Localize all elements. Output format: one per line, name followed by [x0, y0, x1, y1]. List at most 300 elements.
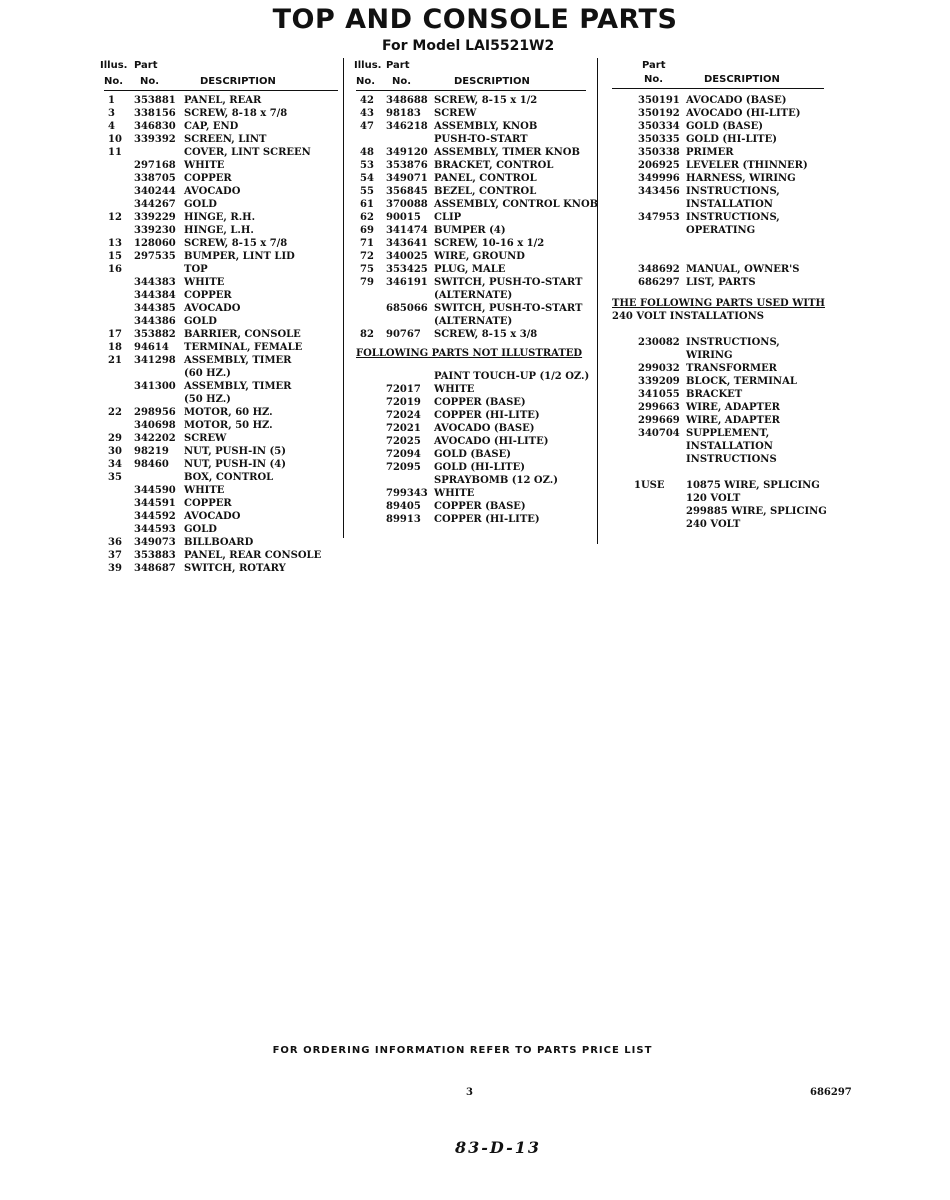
header-illus: Illus. — [354, 60, 382, 71]
illus-number: 43 — [360, 108, 374, 119]
description: AVOCADO — [184, 303, 241, 314]
handwritten-code: 83-D-13 — [455, 1138, 541, 1157]
table-row — [104, 120, 338, 133]
part-number: 349996 — [638, 173, 680, 184]
part-number: 339230 — [134, 225, 176, 236]
description: SCREW — [434, 108, 477, 119]
illus-number: 47 — [360, 121, 374, 132]
table-row — [612, 427, 824, 440]
description: SUPPLEMENT, — [686, 428, 770, 439]
table-row — [104, 406, 338, 419]
table-row — [356, 198, 599, 211]
table-row — [104, 432, 338, 445]
part-number: 339229 — [134, 212, 176, 223]
header-description: DESCRIPTION — [200, 76, 276, 87]
part-number: 339209 — [638, 376, 680, 387]
table-row — [104, 328, 338, 341]
description: INSTALLATION — [686, 199, 773, 210]
table-row — [104, 133, 338, 146]
voltage-note — [612, 297, 824, 323]
description: BRACKET, CONTROL — [434, 160, 554, 171]
table-row — [612, 172, 824, 185]
table-row — [104, 172, 338, 185]
illus-number: 37 — [108, 550, 122, 561]
parts-column-2 — [354, 58, 599, 525]
parts-list — [104, 94, 338, 575]
header-part: Part — [134, 60, 158, 71]
illus-number: 82 — [360, 329, 374, 340]
table-row — [104, 510, 338, 523]
table-row — [356, 328, 586, 341]
table-row — [356, 370, 590, 383]
description: PLUG, MALE — [434, 264, 506, 275]
table-row — [356, 237, 586, 250]
part-number: 339392 — [134, 134, 176, 145]
note-line-2: 240 VOLT INSTALLATIONS — [612, 311, 764, 322]
note-line-1: THE FOLLOWING PARTS USED WITH — [612, 298, 825, 309]
description: SWITCH, PUSH-TO-START — [434, 303, 583, 314]
description: SCREW, 10-16 x 1/2 — [434, 238, 545, 249]
part-number: 344385 — [134, 303, 176, 314]
part-number: 344386 — [134, 316, 176, 327]
parts-list — [612, 94, 827, 531]
description: WHITE — [434, 488, 475, 499]
description: AVOCADO (BASE) — [686, 95, 787, 106]
table-row — [356, 263, 586, 276]
table-row — [104, 458, 338, 471]
illus-number: 48 — [360, 147, 374, 158]
document-number: 686297 — [810, 1087, 852, 1098]
description: SCREW, 8-15 x 3/8 — [434, 329, 538, 340]
table-row — [104, 159, 338, 172]
description: GOLD (HI-LITE) — [434, 462, 525, 473]
table-row — [612, 107, 824, 120]
part-number: 344383 — [134, 277, 176, 288]
description: BILLBOARD — [184, 537, 254, 548]
table-row — [104, 146, 338, 159]
description: GOLD (BASE) — [434, 449, 511, 460]
part-number: 348687 — [134, 563, 176, 574]
table-row — [356, 474, 586, 487]
parts-column-3 — [612, 58, 827, 530]
table-row — [104, 393, 338, 406]
table-row — [356, 133, 586, 146]
part-number: 72017 — [386, 384, 421, 395]
table-row — [356, 435, 586, 448]
description: AVOCADO (BASE) — [434, 423, 535, 434]
description: 299885 WIRE, SPLICING — [686, 506, 827, 517]
table-row — [104, 250, 338, 263]
description: ASSEMBLY, TIMER — [184, 355, 292, 366]
table-row — [356, 302, 586, 315]
description: ASSEMBLY, CONTROL KNOB — [434, 199, 599, 210]
table-row — [104, 367, 338, 380]
table-row — [356, 146, 586, 159]
table-row — [104, 198, 338, 211]
table-row — [104, 237, 338, 250]
description: SCREW, 8-15 x 1/2 — [434, 95, 538, 106]
header-part-no: No. — [644, 74, 664, 85]
illus-number: 71 — [360, 238, 374, 249]
description: OPERATING — [686, 225, 756, 236]
table-row — [104, 302, 338, 315]
description: AVOCADO — [184, 511, 241, 522]
description: SWITCH, ROTARY — [184, 563, 286, 574]
header-illus-no: No. — [356, 76, 376, 87]
table-row — [104, 536, 338, 549]
part-number: 344267 — [134, 199, 176, 210]
table-row — [356, 500, 586, 513]
not-illustrated-heading: FOLLOWING PARTS NOT ILLUSTRATED — [356, 348, 583, 359]
part-number: 353883 — [134, 550, 176, 561]
header-illus-no: No. — [104, 76, 124, 87]
description: (60 HZ.) — [184, 368, 231, 379]
description: PANEL, CONTROL — [434, 173, 537, 184]
parts-column-1 — [100, 58, 338, 574]
table-row — [612, 349, 824, 362]
description: LIST, PARTS — [686, 277, 756, 288]
description: COPPER — [184, 290, 232, 301]
description: MOTOR, 50 HZ. — [184, 420, 273, 431]
description: TRANSFORMER — [686, 363, 777, 374]
description: (50 HZ.) — [184, 394, 231, 405]
description: WHITE — [434, 384, 475, 395]
illus-number: 12 — [108, 212, 122, 223]
table-row — [104, 94, 338, 107]
table-row — [104, 523, 338, 536]
table-row — [356, 211, 586, 224]
description: 240 VOLT — [686, 519, 741, 530]
illus-number: 36 — [108, 537, 122, 548]
table-row — [104, 471, 338, 484]
table-row — [104, 380, 338, 393]
description: AVOCADO (HI-LITE) — [434, 436, 549, 447]
table-row — [104, 497, 338, 510]
illus-number: 75 — [360, 264, 374, 275]
header-part: Part — [386, 60, 410, 71]
header-illus: Illus. — [100, 60, 128, 71]
header-rule — [104, 90, 338, 91]
description: CAP, END — [184, 121, 239, 132]
description: (ALTERNATE) — [434, 290, 513, 301]
table-row — [356, 487, 586, 500]
table-row — [356, 396, 586, 409]
description: MANUAL, OWNER'S — [686, 264, 800, 275]
illus-number: 35 — [108, 472, 122, 483]
header-rule — [612, 88, 824, 89]
part-number: 98219 — [134, 446, 169, 457]
part-number: 349071 — [386, 173, 428, 184]
description: GOLD (BASE) — [686, 121, 763, 132]
part-number: 341055 — [638, 389, 680, 400]
description: WIRE, GROUND — [434, 251, 525, 262]
part-number: 299669 — [638, 415, 680, 426]
table-row — [612, 263, 824, 276]
illus-number: 79 — [360, 277, 374, 288]
table-row — [356, 250, 586, 263]
description: BARRIER, CONSOLE — [184, 329, 301, 340]
parts-list — [356, 94, 599, 526]
table-row — [356, 120, 586, 133]
table-row — [356, 422, 586, 435]
illus-number: 18 — [108, 342, 122, 353]
description: SPRAYBOMB (12 OZ.) — [434, 475, 558, 486]
part-number: 353882 — [134, 329, 176, 340]
table-row — [356, 409, 586, 422]
description: GOLD (HI-LITE) — [686, 134, 777, 145]
column-header — [356, 58, 586, 90]
illus-number: 34 — [108, 459, 122, 470]
table-row — [612, 198, 824, 211]
part-number: 341300 — [134, 381, 176, 392]
table-row — [612, 276, 824, 289]
part-number: 89405 — [386, 501, 421, 512]
part-number: 344592 — [134, 511, 176, 522]
part-number: 72025 — [386, 436, 421, 447]
part-number: 350338 — [638, 147, 680, 158]
page-number: 3 — [466, 1087, 473, 1098]
description: INSTRUCTIONS — [686, 454, 777, 465]
illus-number: 10 — [108, 134, 122, 145]
description: BLOCK, TERMINAL — [686, 376, 797, 387]
part-number: 90015 — [386, 212, 421, 223]
part-number: 230082 — [638, 337, 680, 348]
description: BUMPER, LINT LID — [184, 251, 295, 262]
description: 10875 WIRE, SPLICING — [686, 480, 820, 491]
illus-number: 62 — [360, 212, 374, 223]
table-row — [612, 479, 824, 492]
part-number: 348688 — [386, 95, 428, 106]
table-row — [356, 461, 586, 474]
illus-number: 53 — [360, 160, 374, 171]
table-row — [356, 383, 586, 396]
part-number: 72024 — [386, 410, 421, 421]
illus-number: 39 — [108, 563, 122, 574]
part-number: 344591 — [134, 498, 176, 509]
illus-number: 69 — [360, 225, 374, 236]
description: COPPER (BASE) — [434, 397, 526, 408]
illus-number: 15 — [108, 251, 122, 262]
description: HINGE, R.H. — [184, 212, 256, 223]
part-number: 346218 — [386, 121, 428, 132]
description: PUSH-TO-START — [434, 134, 528, 145]
table-row — [104, 562, 338, 575]
table-row — [612, 388, 824, 401]
description: LEVELER (THINNER) — [686, 160, 808, 171]
illus-number: 3 — [108, 108, 115, 119]
table-row — [104, 276, 338, 289]
part-number: 341298 — [134, 355, 176, 366]
table-row — [356, 159, 586, 172]
description: PANEL, REAR — [184, 95, 262, 106]
illus-number: 17 — [108, 329, 122, 340]
description: GOLD — [184, 199, 217, 210]
table-row — [612, 120, 824, 133]
part-number: 350191 — [638, 95, 680, 106]
description: BUMPER (4) — [434, 225, 506, 236]
description: SCREW — [184, 433, 227, 444]
table-row — [612, 414, 824, 427]
table-row — [104, 185, 338, 198]
table-row — [104, 263, 338, 276]
description: BEZEL, CONTROL — [434, 186, 537, 197]
column-header — [612, 58, 824, 90]
part-number: 349073 — [134, 537, 176, 548]
model-subtitle: For Model LAI5521W2 — [382, 38, 555, 54]
page-title: TOP AND CONSOLE PARTS — [272, 4, 678, 35]
part-number: 343456 — [638, 186, 680, 197]
description: SWITCH, PUSH-TO-START — [434, 277, 583, 288]
table-row — [356, 172, 586, 185]
illus-number: 16 — [108, 264, 122, 275]
part-number: 350334 — [638, 121, 680, 132]
description: INSTRUCTIONS, — [686, 186, 780, 197]
illus-number: 1 — [108, 95, 115, 106]
header-part-no: No. — [392, 76, 412, 87]
illus-number: 4 — [108, 121, 115, 132]
description: SCREW, 8-15 x 7/8 — [184, 238, 288, 249]
description: COPPER (HI-LITE) — [434, 514, 540, 525]
description: AVOCADO — [184, 186, 241, 197]
description: PRIMER — [686, 147, 734, 158]
part-number: 341474 — [386, 225, 428, 236]
description: INSTRUCTIONS, — [686, 212, 780, 223]
illus-number: 61 — [360, 199, 374, 210]
part-number: 685066 — [386, 303, 428, 314]
part-number: 344590 — [134, 485, 176, 496]
table-row — [612, 453, 824, 466]
description: COPPER (HI-LITE) — [434, 410, 540, 421]
part-number: 349120 — [386, 147, 428, 158]
description: PANEL, REAR CONSOLE — [184, 550, 322, 561]
part-number: 347953 — [638, 212, 680, 223]
part-number: 297535 — [134, 251, 176, 262]
description: PAINT TOUCH-UP (1/2 OZ.) — [434, 371, 590, 382]
part-number: 340698 — [134, 420, 176, 431]
part-number: 1USE — [634, 480, 665, 491]
illus-number: 55 — [360, 186, 374, 197]
part-number: 338156 — [134, 108, 176, 119]
description: NUT, PUSH-IN (5) — [184, 446, 286, 457]
description: WHITE — [184, 160, 225, 171]
description: SCREW, 8-18 x 7/8 — [184, 108, 288, 119]
table-row — [104, 419, 338, 432]
description: NUT, PUSH-IN (4) — [184, 459, 286, 470]
part-number: 72019 — [386, 397, 421, 408]
header-part: Part — [642, 60, 666, 71]
illus-number: 42 — [360, 95, 374, 106]
header-rule — [356, 90, 586, 91]
description: COVER, LINT SCREEN — [184, 147, 311, 158]
table-row — [356, 107, 586, 120]
part-number: 340025 — [386, 251, 428, 262]
part-number: 353881 — [134, 95, 176, 106]
table-row — [104, 484, 338, 497]
description: CLIP — [434, 212, 462, 223]
table-row — [104, 445, 338, 458]
table-row — [104, 315, 338, 328]
table-row — [356, 448, 586, 461]
part-number: 350335 — [638, 134, 680, 145]
part-number: 356845 — [386, 186, 428, 197]
part-number: 343641 — [386, 238, 428, 249]
description: ASSEMBLY, TIMER KNOB — [434, 147, 580, 158]
description: COPPER (BASE) — [434, 501, 526, 512]
part-number: 297168 — [134, 160, 176, 171]
description: COPPER — [184, 498, 232, 509]
description: ASSEMBLY, TIMER — [184, 381, 292, 392]
description: TERMINAL, FEMALE — [184, 342, 303, 353]
description: GOLD — [184, 524, 217, 535]
part-number: 370088 — [386, 199, 428, 210]
table-row — [612, 94, 824, 107]
part-number: 299032 — [638, 363, 680, 374]
description: AVOCADO (HI-LITE) — [686, 108, 801, 119]
description: BRACKET — [686, 389, 743, 400]
column-divider — [597, 58, 598, 544]
table-row — [612, 159, 824, 172]
part-number: 298956 — [134, 407, 176, 418]
table-row — [612, 518, 824, 531]
part-number: 353425 — [386, 264, 428, 275]
description: COPPER — [184, 173, 232, 184]
table-row — [356, 513, 586, 526]
description: WIRING — [686, 350, 733, 361]
part-number: 353876 — [386, 160, 428, 171]
part-number: 350192 — [638, 108, 680, 119]
table-row — [612, 185, 824, 198]
description: ASSEMBLY, KNOB — [434, 121, 538, 132]
table-row — [612, 492, 824, 505]
part-number: 72021 — [386, 423, 421, 434]
part-number: 94614 — [134, 342, 169, 353]
description: 120 VOLT — [686, 493, 741, 504]
table-row — [356, 315, 586, 328]
illus-number: 22 — [108, 407, 122, 418]
table-row — [356, 185, 586, 198]
table-row — [612, 211, 824, 224]
part-number: 346191 — [386, 277, 428, 288]
table-row — [356, 276, 586, 289]
description: GOLD — [184, 316, 217, 327]
description: WIRE, ADAPTER — [686, 402, 780, 413]
description: MOTOR, 60 HZ. — [184, 407, 273, 418]
part-number: 72094 — [386, 449, 421, 460]
illus-number: 54 — [360, 173, 374, 184]
table-row — [356, 94, 586, 107]
part-number: 344593 — [134, 524, 176, 535]
illus-number: 29 — [108, 433, 122, 444]
table-row — [612, 440, 824, 453]
part-number: 72095 — [386, 462, 421, 473]
part-number: 98460 — [134, 459, 169, 470]
part-number: 686297 — [638, 277, 680, 288]
table-row — [612, 336, 824, 349]
part-number: 346830 — [134, 121, 176, 132]
part-number: 340244 — [134, 186, 176, 197]
part-number: 89913 — [386, 514, 421, 525]
description: WHITE — [184, 277, 225, 288]
part-number: 348692 — [638, 264, 680, 275]
table-row — [612, 505, 827, 518]
header-part-no: No. — [140, 76, 160, 87]
part-number: 344384 — [134, 290, 176, 301]
table-row — [612, 146, 824, 159]
part-number: 299663 — [638, 402, 680, 413]
table-row — [612, 375, 824, 388]
table-row — [612, 362, 824, 375]
part-number: 340704 — [638, 428, 680, 439]
